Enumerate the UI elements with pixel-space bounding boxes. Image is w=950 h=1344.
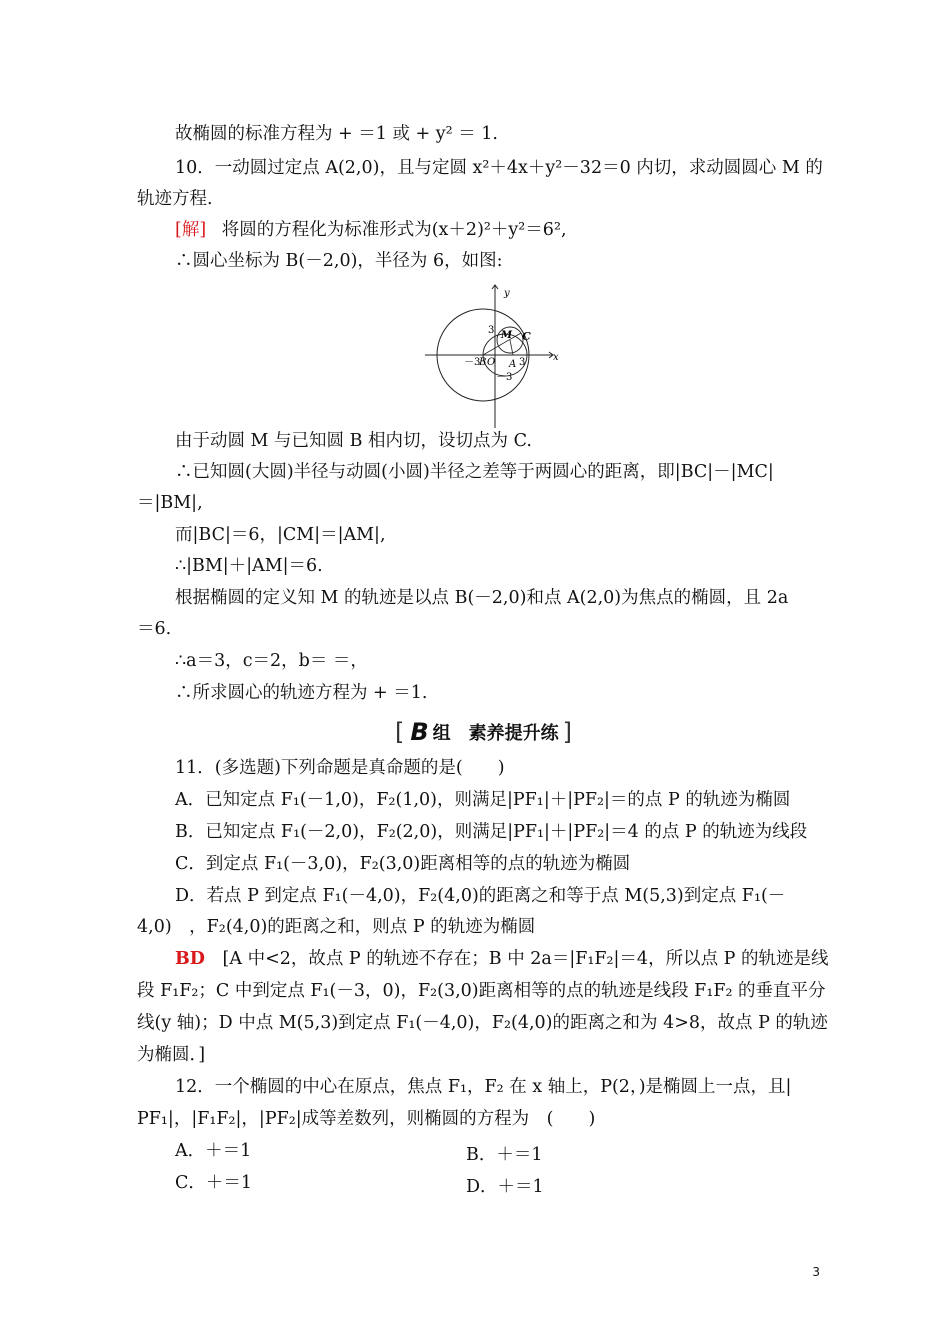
text-line: 段 F₁F₂；C 中到定点 F₁(－3，0)，F₂(3,0)距离相等的点的轨迹是线段 F₁F₂ 的垂直平分 bbox=[137, 981, 826, 1001]
solution-tag: [解] bbox=[175, 220, 207, 240]
question-12-line1: 12．一个椭圆的中心在原点，焦点 F₁，F₂ 在 x 轴上，P(2，)是椭圆上一点，且| bbox=[175, 1077, 792, 1097]
circle-figure bbox=[425, 283, 565, 428]
text-line: 根据椭圆的定义知 M 的轨迹是以点 B(－2,0)和点 A(2,0)为焦点的椭圆，且 2a bbox=[175, 588, 789, 608]
option-b: B．已知定点 F₁(－2,0)，F₂(2,0)，则满足|PF₁|＋|PF₂|＝4 的点 P 的轨迹为线段 bbox=[175, 822, 808, 842]
option-a: A．已知定点 F₁(－1,0)，F₂(1,0)，则满足|PF₁|＋|PF₂|＝的点 P 的轨迹为椭圆 bbox=[175, 790, 791, 810]
label-neg3-x: －3 bbox=[464, 357, 481, 368]
text-line: ∴所求圆心的轨迹方程为 + ＝1. bbox=[175, 683, 428, 703]
label-M: M bbox=[501, 330, 513, 341]
text-line: ∴a＝3，c＝2，b＝ ＝， bbox=[175, 651, 368, 671]
label-x: x bbox=[553, 352, 559, 363]
text-line: ∴圆心坐标为 B(－2,0)，半径为 6，如图: bbox=[175, 251, 503, 271]
label-3-x: 3 bbox=[519, 357, 526, 368]
question-10-line1: 10．一动圆过定点 A(2,0)，且与定圆 x²＋4x＋y²－32＝0 内切，求动圆圆心 M 的 bbox=[175, 158, 823, 178]
answer-tag: BD bbox=[175, 949, 205, 969]
banner-bracket-left: [ bbox=[395, 718, 405, 746]
option-c: C．到定点 F₁(－3,0)，F₂(3,0)距离相等的点的轨迹为椭圆 bbox=[175, 854, 631, 874]
banner-text: 组 素养提升练 bbox=[432, 723, 559, 744]
text-line: ∴|BM|＋|AM|＝6. bbox=[175, 556, 323, 576]
label-y: y bbox=[504, 288, 510, 299]
q12-option-c: C．＋＝1 bbox=[175, 1173, 253, 1193]
option-d-line1: D．若点 P 到定点 F₁(－4,0)，F₂(4,0)的距离之和等于点 M(5,3)到定点 F₁(－ bbox=[175, 886, 786, 906]
text-line: ＝6. bbox=[137, 619, 172, 639]
answer-line bbox=[175, 949, 829, 969]
text-line: ＝|BM|, bbox=[137, 493, 203, 513]
text-line: 为椭圆．] bbox=[137, 1045, 206, 1065]
text-line: 故椭圆的标准方程为 + ＝1 或 + y² ＝ 1. bbox=[175, 124, 498, 144]
label-3-y: 3 bbox=[488, 325, 495, 336]
option-d-line2: 4,0) ，F₂(4,0)的距离之和，则点 P 的轨迹为椭圆 bbox=[137, 917, 536, 937]
solution-text: 将圆的方程化为标准形式为(x＋2)²＋y²＝6², bbox=[221, 220, 567, 240]
text-line: 由于动圆 M 与已知圆 B 相内切，设切点为 C. bbox=[175, 431, 532, 451]
text-line: ∴已知圆(大圆)半径与动圆(小圆)半径之差等于两圆心的距离，即|BC|－|MC| bbox=[175, 462, 774, 482]
q12-option-b: B．＋＝1 bbox=[466, 1145, 543, 1165]
label-A: A bbox=[509, 359, 517, 370]
banner-letter: B bbox=[410, 718, 429, 746]
question-10-line2: 轨迹方程. bbox=[137, 189, 213, 209]
label-neg3-y: －3 bbox=[496, 372, 513, 383]
banner-bracket-right: ] bbox=[562, 718, 573, 746]
text-line: 线(y 轴)；D 中点 M(5,3)到定点 F₁(－4,0)，F₂(4,0)的距离之和为 4>8，故点 P 的轨迹 bbox=[137, 1013, 828, 1033]
solution-line bbox=[175, 220, 822, 240]
page-number: 3 bbox=[812, 1265, 820, 1279]
question-12-line2: PF₁|，|F₁F₂|，|PF₂|成等差数列，则椭圆的方程为 ( ) bbox=[137, 1109, 596, 1129]
text-line: 而|BC|＝6，|CM|＝|AM|, bbox=[175, 525, 386, 545]
answer-text: [A 中<2，故点 P 的轨迹不存在；B 中 2a＝|F₁F₂|＝4，所以点 P 的轨迹是线 bbox=[222, 949, 829, 969]
label-B: B bbox=[479, 357, 487, 368]
label-O: O bbox=[487, 357, 496, 368]
question-11: 11．(多选题)下列命题是真命题的是( ) bbox=[175, 758, 505, 778]
q12-option-a: A．＋＝1 bbox=[175, 1141, 252, 1161]
label-C: C bbox=[522, 330, 531, 343]
section-banner-b bbox=[395, 718, 587, 746]
q12-option-d: D．＋＝1 bbox=[466, 1177, 544, 1197]
